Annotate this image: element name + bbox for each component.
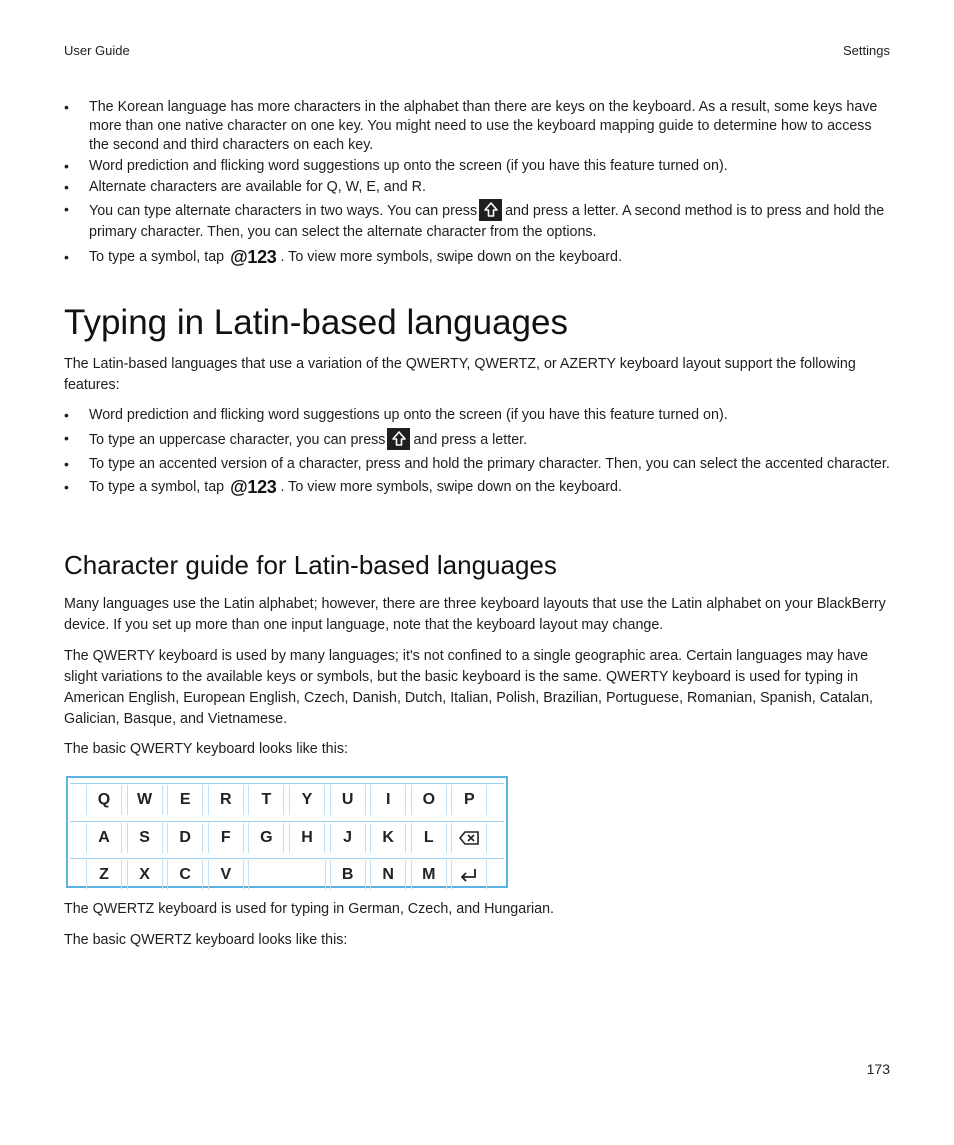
section-heading: Typing in Latin-based languages bbox=[64, 303, 568, 342]
list-item-text: To type an accented version of a character, press and hold the primary character. Then, you can select the accented character. bbox=[89, 456, 890, 472]
keyboard-row-3 bbox=[70, 858, 504, 891]
keyboard-key: E bbox=[167, 785, 203, 815]
keyboard-key: U bbox=[330, 785, 366, 815]
latin-bullet-list bbox=[64, 406, 890, 502]
list-item bbox=[64, 247, 890, 268]
list-item-text: You can type alternate characters in two ways. You can press bbox=[89, 203, 478, 219]
keyboard-key: P bbox=[451, 785, 487, 815]
shift-key-icon bbox=[479, 199, 502, 221]
list-item-text: Word prediction and flicking word suggestions up onto the screen (if you have this feature turned on). bbox=[89, 158, 728, 174]
keyboard-key: R bbox=[208, 785, 244, 815]
list-item-text: . To view more symbols, swipe down on the keyboard. bbox=[280, 479, 622, 495]
paragraph: The QWERTY keyboard is used by many languages; it's not confined to a single geographic area. Certain languages may have slight variations to the available keys or symbols, but the basic keyboard is the same. QWERTY keyboard is used for typing in American English, European English, Czech, Danish, Dutch, Italian, Polish, Brazilian, Portuguese, Romanian, Spanish, Catalan, Galician, Basque, and Vietnamese. bbox=[64, 648, 874, 727]
paragraph: Many languages use the Latin alphabet; however, there are three keyboard layouts that use the Latin alphabet on your BlackBerry device. If you set up more than one input language, note that the keyboard layout may change. bbox=[64, 596, 886, 633]
symbol-key-icon: @123 bbox=[230, 247, 277, 267]
keyboard-row-2 bbox=[70, 821, 504, 854]
korean-bullet-list bbox=[64, 98, 890, 272]
enter-icon bbox=[451, 860, 487, 890]
keyboard-key: D bbox=[167, 823, 203, 853]
section-intro: The Latin-based languages that use a variation of the QWERTY, QWERTZ, or AZERTY keyboard layout support the following features: bbox=[64, 356, 856, 393]
backspace-icon bbox=[451, 823, 487, 853]
paragraph: The basic QWERTZ keyboard looks like this: bbox=[64, 932, 348, 948]
keyboard-key: T bbox=[248, 785, 284, 815]
qwerty-keyboard-image bbox=[66, 776, 508, 888]
keyboard-key: K bbox=[370, 823, 406, 853]
header-doc-title: User Guide bbox=[64, 43, 130, 58]
keyboard-key: X bbox=[127, 860, 163, 890]
list-item-text: The Korean language has more characters in the alphabet than there are keys on the keyboard. As a result, some keys have more than one native character on one key. You might need to use the keyboard mapping guide to determine how to access the second and third characters on each key. bbox=[89, 99, 878, 153]
list-item bbox=[64, 455, 890, 474]
list-item-text: To type an uppercase character, you can press bbox=[89, 432, 386, 448]
keyboard-key: C bbox=[167, 860, 203, 890]
keyboard-key: G bbox=[248, 823, 284, 853]
page-number: 173 bbox=[866, 1061, 890, 1077]
list-item bbox=[64, 199, 890, 243]
keyboard-key: S bbox=[127, 823, 163, 853]
keyboard-row-1 bbox=[70, 783, 504, 816]
keyboard-key: Y bbox=[289, 785, 325, 815]
list-item-text: To type a symbol, tap bbox=[89, 479, 225, 495]
list-item bbox=[64, 406, 890, 425]
list-item-text: and press a letter. bbox=[413, 432, 528, 448]
keyboard-key: J bbox=[330, 823, 366, 853]
keyboard-key: Z bbox=[86, 860, 122, 890]
paragraph: The QWERTZ keyboard is used for typing in German, Czech, and Hungarian. bbox=[64, 901, 555, 917]
keyboard-key: L bbox=[411, 823, 447, 853]
paragraph: The basic QWERTY keyboard looks like this: bbox=[64, 741, 348, 757]
list-item bbox=[64, 477, 890, 498]
list-item-text: . To view more symbols, swipe down on the keyboard. bbox=[280, 249, 622, 265]
list-item-text: and press a letter. A second method is to press and hold the primary character. Then, you can select the alternate character from the options. bbox=[89, 203, 885, 240]
keyboard-key: M bbox=[411, 860, 447, 890]
keyboard-key: I bbox=[370, 785, 406, 815]
keyboard-key: V bbox=[208, 860, 244, 890]
list-item bbox=[64, 157, 890, 176]
shift-key-icon bbox=[387, 428, 410, 450]
keyboard-key: B bbox=[330, 860, 366, 890]
list-item bbox=[64, 178, 890, 197]
list-item-text: To type a symbol, tap bbox=[89, 249, 225, 265]
list-item-text: Alternate characters are available for Q, W, E, and R. bbox=[89, 179, 426, 195]
list-item-text: Word prediction and flicking word suggestions up onto the screen (if you have this feature turned on). bbox=[89, 407, 728, 423]
keyboard-key: O bbox=[411, 785, 447, 815]
header-section-title: Settings bbox=[843, 43, 890, 58]
space-bar bbox=[248, 860, 325, 890]
keyboard-key: A bbox=[86, 823, 122, 853]
keyboard-key: Q bbox=[86, 785, 122, 815]
keyboard-key: W bbox=[127, 785, 163, 815]
list-item bbox=[64, 98, 890, 155]
subsection-heading: Character guide for Latin-based languages bbox=[64, 550, 557, 580]
list-item bbox=[64, 428, 890, 451]
keyboard-key: F bbox=[208, 823, 244, 853]
keyboard-key: N bbox=[370, 860, 406, 890]
symbol-key-icon: @123 bbox=[230, 477, 277, 497]
keyboard-key: H bbox=[289, 823, 325, 853]
